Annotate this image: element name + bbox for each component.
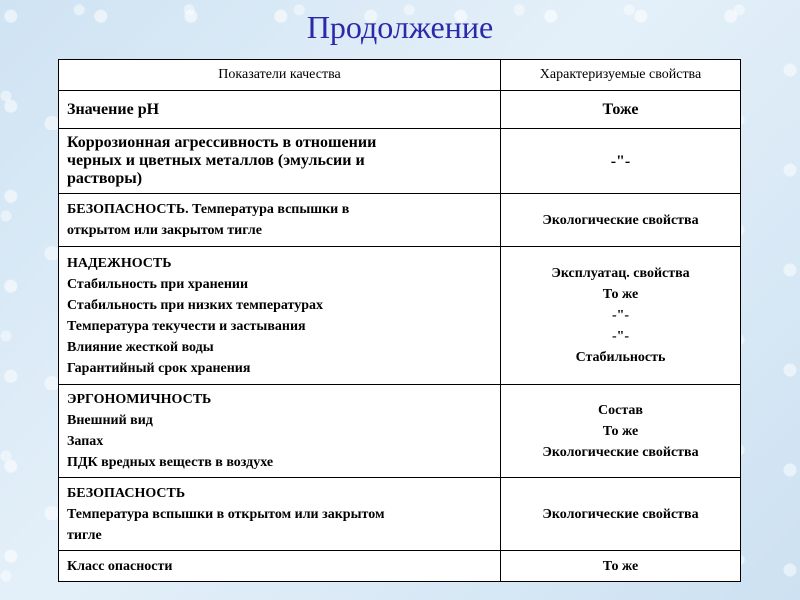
header-properties: Характеризуемые свойства <box>501 60 741 91</box>
row-3-indicator <box>59 194 501 247</box>
table-row <box>59 247 741 385</box>
row-2-property <box>501 129 741 194</box>
cell-line: Эксплуатац. свойства <box>551 266 690 281</box>
cell-line: ЭРГОНОМИЧНОСТЬ <box>67 392 212 407</box>
row-5-property <box>501 385 741 478</box>
cell-line: -"- <box>611 329 630 344</box>
row-6-property <box>501 478 741 551</box>
cell-line: Стабильность <box>575 350 666 365</box>
table-row <box>59 478 741 551</box>
row-3-property <box>501 194 741 247</box>
cell-line: -"- <box>611 308 630 323</box>
cell-line: Влияние жесткой воды <box>67 339 214 355</box>
row-1-property <box>501 91 741 129</box>
cell-line: Гарантийный срок хранения <box>67 360 251 376</box>
cell-line: открытом или закрытом тигле <box>67 223 262 238</box>
cell-line: Класс опасности <box>67 558 173 574</box>
table-row <box>59 91 741 129</box>
cell-line: БЕЗОПАСНОСТЬ. Температура вспышки в <box>67 202 350 217</box>
cell-line: Стабильность при низких температурах <box>67 297 323 313</box>
cell-line: То же <box>602 423 639 439</box>
cell-line: Значение рН <box>67 100 160 118</box>
table-row <box>59 194 741 247</box>
row-2-indicator <box>59 129 501 194</box>
quality-table <box>58 59 741 582</box>
header-indicators: Показатели качества <box>59 60 501 91</box>
cell-line: Стабильность при хранении <box>67 276 249 292</box>
cell-line: БЕЗОПАСНОСТЬ <box>67 485 186 501</box>
slide-title: Продолжение <box>306 9 494 45</box>
row-4-property <box>501 247 741 385</box>
cell-line: ПДК вредных веществ в воздухе <box>67 455 274 470</box>
cell-line: Экологические свойства <box>542 212 699 228</box>
table-row <box>59 129 741 194</box>
row-4-indicator <box>59 247 501 385</box>
cell-line: Температура вспышки в открытом или закрытом <box>67 506 385 522</box>
cell-line: -"- <box>610 152 631 170</box>
cell-line: Температура текучести и застывания <box>67 318 306 334</box>
cell-line: Тоже <box>602 101 639 118</box>
row-7-property <box>501 551 741 582</box>
cell-line: НАДЕЖНОСТЬ <box>67 255 172 271</box>
cell-line: растворы) <box>67 170 143 187</box>
cell-line: Экологические свойства <box>542 444 699 460</box>
row-5-indicator <box>59 385 501 478</box>
cell-line: Внешний вид <box>67 413 153 428</box>
row-7-indicator <box>59 551 501 582</box>
table-row <box>59 385 741 478</box>
cell-line: Коррозионная агрессивность в отношении <box>67 134 377 151</box>
cell-line: Состав <box>598 402 643 418</box>
cell-line: черных и цветных металлов (эмульсии и <box>67 152 365 169</box>
table-header-row <box>59 60 741 91</box>
row-6-indicator <box>59 478 501 551</box>
cell-line: То же <box>602 287 639 302</box>
cell-line: То же <box>602 558 639 574</box>
table-row <box>59 551 741 582</box>
row-1-indicator <box>59 91 501 129</box>
cell-line: тигле <box>67 527 102 543</box>
cell-line: Экологические свойства <box>542 506 699 522</box>
cell-line: Запах <box>67 434 104 449</box>
